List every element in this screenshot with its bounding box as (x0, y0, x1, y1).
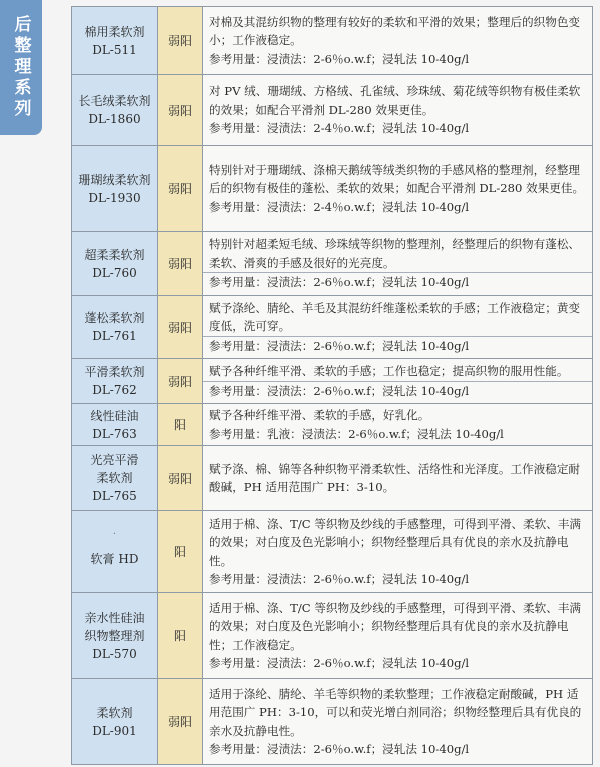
table-row (72, 446, 593, 511)
product-description-cell (203, 593, 593, 679)
reference-dosage: 参考用量：浸渍法：2-6％o.w.f；浸轧法 10-40g/l (203, 272, 592, 292)
product-description: 对 PV 绒、珊瑚绒、方格绒、孔雀绒、珍珠绒、菊花绒等织物有极佳柔软的效果；如配合平滑剂 DL-280 效果更佳。 (209, 84, 581, 117)
product-name: 柔软剂 (96, 705, 133, 720)
product-description: 对棉及其混纺织物的整理有较好的柔软和平滑的效果；整理后的织物色变小；工作液稳定。 (209, 14, 581, 48)
table-row (72, 359, 593, 404)
product-name: 光亮平滑 (90, 453, 139, 467)
product-description-cell (203, 7, 593, 75)
product-name: 超柔柔软剂 (84, 247, 145, 262)
product-code: DL-763 (92, 426, 137, 441)
product-name-cell (72, 359, 158, 404)
reference-dosage: 参考用量：浸渍法：2-6％o.w.f；浸轧法 10-40g/l (203, 336, 592, 356)
product-code: DL-570 (92, 646, 137, 661)
table-row (72, 7, 593, 75)
reference-dosage: 参考用量：浸渍法：2-6％o.w.f；浸轧法 10-40g/l (203, 381, 592, 401)
product-description: 适用于棉、涤、T/C 等织物及纱线的手感整理，可得到平滑、柔软、丰满的效果；对白度及色光影响小；织物经整理后具有优良的亲水及抗静电性。 (209, 516, 582, 568)
reference-dosage: 参考用量：浸渍法：2-4％o.w.f；浸轧法 10-40g/l (209, 199, 470, 214)
table-row (72, 593, 593, 679)
ionic-type: 阳 (158, 511, 203, 593)
table-row (72, 679, 593, 765)
ionic-type: 弱阳 (158, 446, 203, 511)
product-description-cell (203, 359, 593, 404)
ionic-type: 弱阳 (158, 7, 203, 75)
product-name-line2: 织物整理剂 (84, 628, 145, 643)
section-title: 后整理系列 (10, 15, 31, 120)
product-name-cell (72, 404, 158, 446)
ionic-type: 弱阳 (158, 75, 203, 146)
ionic-type: 弱阳 (158, 679, 203, 765)
product-name-line2: 柔软剂 (96, 471, 133, 485)
product-description: 特别针对于珊瑚绒、涤棉天鹅绒等绒类织物的手感风格的整理剂，经整理后的织物有极佳的蓬松、柔软的效果；如配合平滑剂 DL-280 效果更佳。 (209, 162, 585, 196)
product-description: 特别针对超柔短毛绒、珍珠绒等织物的整理剂，经整理后的织物有蓬松、柔软、滑爽的手感及很好的光亮度。 (209, 237, 581, 270)
ionic-type: 阳 (158, 593, 203, 679)
product-description: 适用于棉、涤、T/C 等织物及纱线的手感整理，可得到平滑、柔软、丰满的效果；对白度及色光影响小；织物经整理后具有优良的亲水及抗静电性；工作液稳定。 (209, 600, 582, 652)
reference-dosage: 参考用量：浸渍法：2-6％o.w.f；浸轧法 10-40g/l (209, 572, 470, 586)
product-code: DL-761 (92, 329, 137, 343)
reference-dosage: 参考用量：乳液：浸渍法：2-6％o.w.f；浸轧法 10-40g/l (209, 426, 504, 441)
product-code: DL-1860 (88, 112, 141, 126)
product-name-cell (72, 75, 158, 146)
product-name: 棉用柔软剂 (84, 24, 145, 39)
product-description: 赋予涤、棉、锦等各种织物平滑柔软性、活络性和光泽度。工作液稳定耐酸碱，PH 适用范围广 PH：3-10。 (209, 461, 581, 494)
product-table (71, 6, 593, 765)
ionic-type: 阳 (158, 404, 203, 446)
product-name: 平滑柔软剂 (84, 365, 145, 379)
table-row (72, 232, 593, 296)
product-name: 软膏 HD (90, 551, 139, 566)
product-code: DL-762 (92, 383, 137, 397)
product-name-cell (72, 593, 158, 679)
dot-mark: · (112, 528, 117, 540)
ionic-type: 弱阳 (158, 146, 203, 232)
product-description-cell (203, 146, 593, 232)
table-row (72, 296, 593, 359)
product-description-cell (203, 232, 593, 296)
product-description: 赋予涤纶、腈纶、羊毛及其混纺纤维蓬松柔软的手感；工作液稳定；黄变度低，洗可穿。 (209, 300, 581, 334)
product-name-cell (72, 146, 158, 232)
product-code: DL-765 (92, 489, 137, 503)
product-code: DL-511 (92, 42, 137, 57)
product-name-cell (72, 232, 158, 296)
product-description: 赋予各种纤维平滑、柔软的手感，好乳化。 (209, 408, 430, 422)
product-name-cell (72, 7, 158, 75)
table-row (72, 511, 593, 593)
product-name-cell (72, 296, 158, 359)
ionic-type: 弱阳 (158, 359, 203, 404)
product-name: 珊瑚绒柔软剂 (78, 172, 151, 187)
section-tab (0, 0, 42, 135)
product-name: 长毛绒柔软剂 (78, 94, 151, 108)
table-row (72, 404, 593, 446)
ionic-type: 弱阳 (158, 232, 203, 296)
product-name: 蓬松柔软剂 (84, 311, 145, 325)
reference-dosage: 参考用量：浸渍法：2-6％o.w.f；浸轧法 10-40g/l (209, 742, 470, 756)
product-name-cell (72, 446, 158, 511)
product-code: DL-901 (92, 723, 137, 738)
product-code: DL-1930 (88, 190, 141, 205)
product-description-cell (203, 446, 593, 511)
product-description-cell (203, 404, 593, 446)
table-row (72, 75, 593, 146)
product-description-cell (203, 679, 593, 765)
product-name: 亲水性硅油 (84, 610, 145, 625)
reference-dosage: 参考用量：浸渍法：2-6％o.w.f；浸轧法 10-40g/l (209, 656, 470, 670)
product-description: 赋予各种纤维平滑、柔软的手感；工作也稳定；提高织物的服用性能。 (209, 364, 569, 378)
product-name-cell (72, 511, 158, 593)
product-description-cell (203, 75, 593, 146)
product-name-cell (72, 679, 158, 765)
product-code: DL-760 (92, 265, 137, 280)
reference-dosage: 参考用量：浸渍法：2-4％o.w.f；浸轧法 10-40g/l (209, 121, 470, 136)
reference-dosage: 参考用量：浸渍法：2-6％o.w.f；浸轧法 10-40g/l (209, 51, 470, 66)
product-name: 线性硅油 (90, 408, 139, 423)
table-row (72, 146, 593, 232)
product-description: 适用于涤纶、腈纶、羊毛等织物的柔软整理；工作液稳定耐酸碱，PH 适用范围广 PH：3-10，可以和荧光增白剂同浴；织物经整理后具有优良的亲水及抗静电性。 (209, 686, 582, 738)
product-description-cell (203, 296, 593, 359)
ionic-type: 弱阳 (158, 296, 203, 359)
product-description-cell (203, 511, 593, 593)
